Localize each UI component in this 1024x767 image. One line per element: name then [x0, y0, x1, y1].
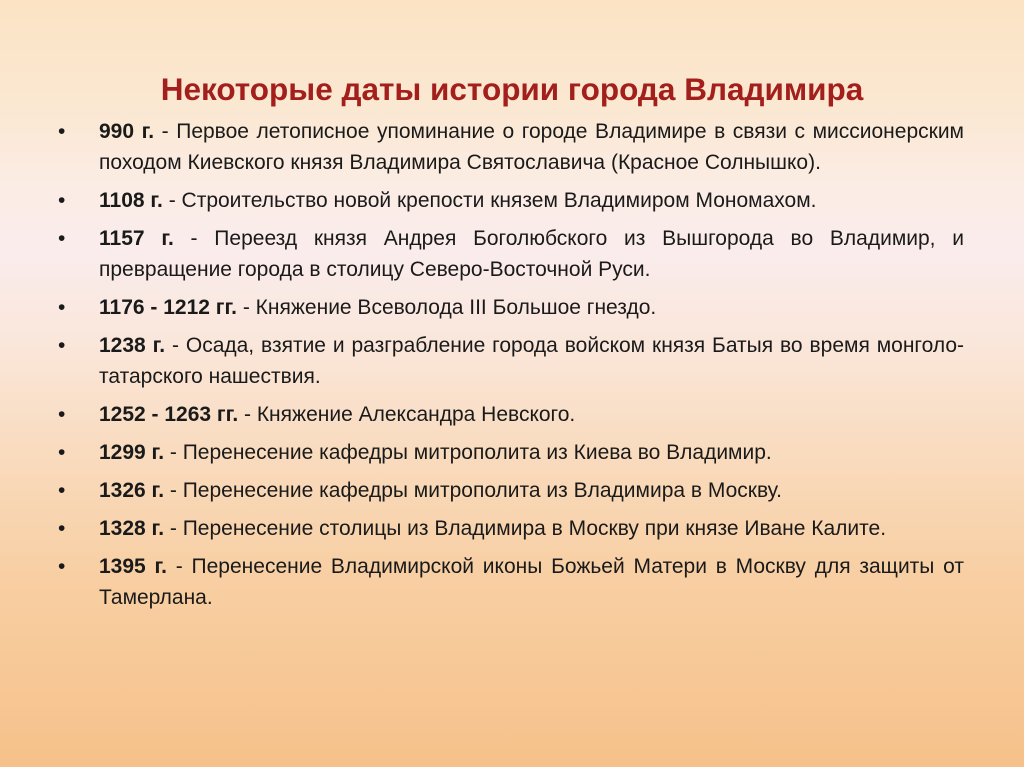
timeline-item — [0, 475, 1024, 506]
timeline-entry — [99, 292, 964, 323]
timeline-entry — [99, 399, 964, 430]
event-date: 1157 г. — [99, 227, 174, 250]
event-date: 1252 - 1263 гг. — [99, 403, 239, 426]
event-description: - Осада, взятие и разграбление города войском князя Батыя во время монголо-татарского нашествия. — [99, 334, 965, 388]
timeline-entry — [99, 116, 964, 178]
bullet-icon: • — [58, 403, 66, 426]
bullet-icon: • — [58, 441, 66, 464]
timeline-entry — [99, 513, 964, 544]
event-description: - Строительство новой крепости князем Владимиром Мономахом. — [162, 189, 817, 212]
timeline-item — [0, 223, 1024, 285]
timeline-item — [0, 551, 1024, 613]
timeline-item — [0, 437, 1024, 468]
event-description: - Перенесение Владимирской иконы Божьей Матери в Москву для защиты от Тамерлана. — [99, 555, 965, 609]
timeline-entry — [99, 185, 964, 216]
bullet-icon: • — [58, 517, 66, 540]
timeline-item — [0, 399, 1024, 430]
event-date: 990 г. — [99, 120, 155, 143]
event-date: 1326 г. — [99, 479, 165, 502]
event-description: - Княжение Александра Невского. — [238, 403, 576, 426]
event-date: 1108 г. — [99, 189, 163, 212]
event-description: - Первое летописное упоминание о городе Владимире в связи с миссионерским походом Киевского князя Владимира Святославича (Красное Солнышко). — [99, 120, 964, 174]
timeline-entry — [99, 223, 964, 285]
bullet-icon: • — [58, 227, 66, 250]
event-description: - Перенесение столицы из Владимира в Москву при князе Иване Калите. — [164, 517, 887, 540]
timeline-item — [0, 116, 1024, 178]
timeline-item — [0, 513, 1024, 544]
event-description: - Переезд князя Андрея Боголюбского из Вышгорода во Владимир, и превращение города в столицу Северо-Восточной Руси. — [99, 227, 964, 281]
bullet-icon: • — [58, 555, 66, 578]
bullet-icon: • — [58, 296, 66, 319]
slide-title: Некоторые даты истории города Владимира — [160, 71, 864, 108]
bullet-icon: • — [58, 479, 66, 502]
event-date: 1395 г. — [99, 555, 167, 578]
timeline-entry — [99, 475, 964, 506]
bullet-icon: • — [58, 334, 66, 357]
event-description: - Перенесение кафедры митрополита из Киева во Владимир. — [164, 441, 772, 464]
event-description: - Перенесение кафедры митрополита из Владимира в Москву. — [164, 479, 782, 502]
timeline-list — [0, 116, 1024, 620]
event-date: 1176 - 1212 гг. — [99, 296, 237, 319]
timeline-entry — [99, 330, 964, 392]
event-date: 1238 г. — [99, 334, 166, 357]
timeline-entry — [99, 551, 964, 613]
bullet-icon: • — [58, 189, 66, 212]
timeline-item — [0, 292, 1024, 323]
timeline-item — [0, 330, 1024, 392]
timeline-item — [0, 185, 1024, 216]
event-description: - Княжение Всеволода III Большое гнездо. — [237, 296, 657, 319]
bullet-icon: • — [58, 120, 66, 143]
timeline-entry — [99, 437, 964, 468]
event-date: 1328 г. — [99, 517, 165, 540]
event-date: 1299 г. — [99, 441, 165, 464]
